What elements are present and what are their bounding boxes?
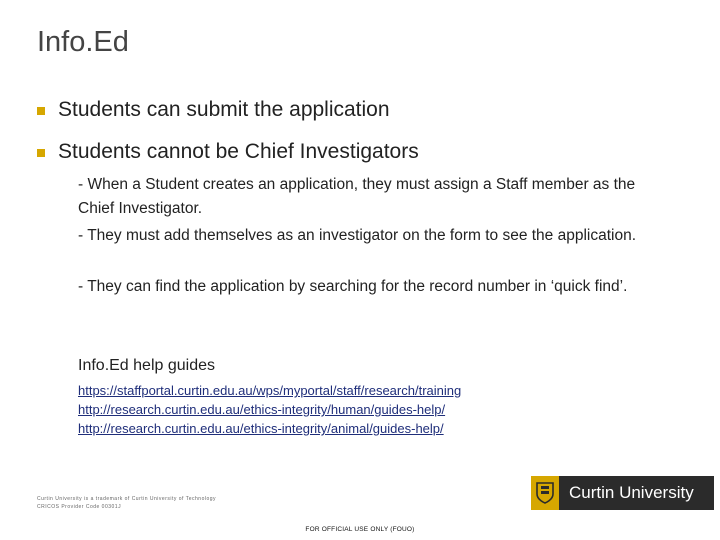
sub-point: - They can find the application by searching for the record number in ‘quick find’.: [78, 278, 628, 295]
crest-icon: [531, 476, 559, 510]
cricos-code: CRICOS Provider Code 00301J: [37, 504, 122, 510]
square-bullet-icon: [37, 149, 45, 157]
square-bullet-icon: [37, 107, 45, 115]
help-guides-heading: Info.Ed help guides: [78, 357, 215, 374]
slide-title: Info.Ed: [37, 26, 129, 58]
bullet-item: [37, 140, 419, 164]
logo-text: Curtin University: [569, 483, 694, 502]
help-link-staffportal[interactable]: https://staffportal.curtin.edu.au/wps/myportal/staff/research/training: [78, 383, 462, 398]
trademark-notice: Curtin University is a trademark of Curtin University of Technology: [37, 496, 217, 502]
help-link-human-ethics[interactable]: http://research.curtin.edu.au/ethics-integrity/human/guides-help/: [78, 402, 446, 417]
bullet-text: Students can submit the application: [58, 98, 390, 121]
bullet-item: [37, 98, 390, 122]
help-link-animal-ethics[interactable]: http://research.curtin.edu.au/ethics-integrity/animal/guides-help/: [78, 421, 444, 436]
classification-label: FOR OFFICIAL USE ONLY (FOUO): [305, 526, 415, 533]
bullet-text: Students cannot be Chief Investigators: [58, 140, 419, 163]
sub-point: - They must add themselves as an investigator on the form to see the application.: [78, 227, 637, 244]
curtin-logo: [531, 476, 714, 510]
sub-point: - When a Student creates an application, they must assign a Staff member as the Chief Investigator.: [78, 176, 636, 217]
